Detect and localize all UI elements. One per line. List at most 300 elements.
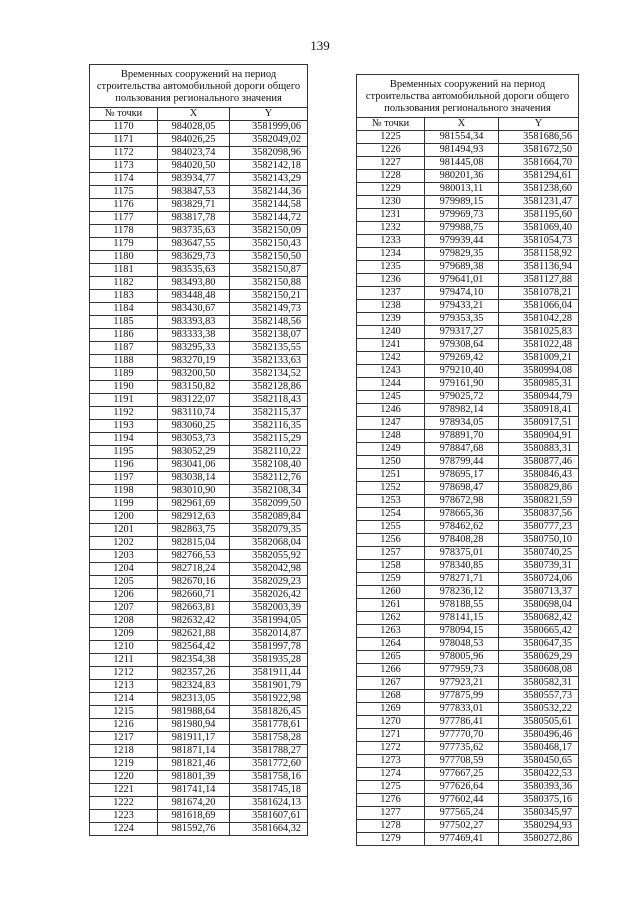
table-row [357, 274, 579, 287]
point-number-cell: 1186 [90, 329, 158, 342]
table-row [90, 628, 308, 641]
point-number-cell: 1210 [90, 641, 158, 654]
point-number-cell: 1244 [357, 378, 425, 391]
x-coordinate-cell: 978141,15 [425, 612, 499, 625]
y-coordinate-cell: 3582089,84 [230, 511, 308, 524]
x-coordinate-cell: 979161,90 [425, 378, 499, 391]
table-row [357, 196, 579, 209]
x-coordinate-cell: 983270,19 [158, 355, 230, 368]
x-coordinate-cell: 978048,53 [425, 638, 499, 651]
table-row [90, 537, 308, 550]
point-number-cell: 1274 [357, 768, 425, 781]
table-caption: Временных сооружений на период строительства автомобильной дороги общего пользования регионального значения [90, 65, 308, 108]
point-number-cell: 1171 [90, 134, 158, 147]
x-coordinate-cell: 982632,42 [158, 615, 230, 628]
point-number-cell: 1269 [357, 703, 425, 716]
x-coordinate-cell: 979433,21 [425, 300, 499, 313]
point-number-cell: 1279 [357, 833, 425, 846]
y-coordinate-cell: 3581066,04 [499, 300, 579, 313]
table-row [357, 820, 579, 833]
x-coordinate-cell: 983817,78 [158, 212, 230, 225]
table-row [357, 287, 579, 300]
x-coordinate-cell: 983060,25 [158, 420, 230, 433]
table-row [90, 160, 308, 173]
table-row [357, 248, 579, 261]
table-row [357, 651, 579, 664]
table-row [357, 833, 579, 846]
x-coordinate-cell: 982357,26 [158, 667, 230, 680]
point-number-cell: 1192 [90, 407, 158, 420]
point-number-cell: 1263 [357, 625, 425, 638]
x-coordinate-cell: 977565,24 [425, 807, 499, 820]
table-row [90, 225, 308, 238]
table-row [90, 732, 308, 745]
x-coordinate-cell: 983393,83 [158, 316, 230, 329]
y-coordinate-cell: 3580837,56 [499, 508, 579, 521]
table-row [90, 381, 308, 394]
y-coordinate-cell: 3580393,36 [499, 781, 579, 794]
point-number-cell: 1237 [357, 287, 425, 300]
point-number-cell: 1262 [357, 612, 425, 625]
table-row [90, 173, 308, 186]
x-coordinate-cell: 979269,42 [425, 352, 499, 365]
y-coordinate-cell: 3581778,61 [230, 719, 308, 732]
y-coordinate-cell: 3580272,86 [499, 833, 579, 846]
x-coordinate-cell: 983053,73 [158, 433, 230, 446]
x-coordinate-cell: 977833,01 [425, 703, 499, 716]
y-coordinate-cell: 3580682,42 [499, 612, 579, 625]
table-row [90, 277, 308, 290]
table-row [90, 771, 308, 784]
y-coordinate-cell: 3580608,08 [499, 664, 579, 677]
table-row [90, 511, 308, 524]
y-coordinate-cell: 3582144,72 [230, 212, 308, 225]
table-row [357, 144, 579, 157]
point-number-cell: 1178 [90, 225, 158, 238]
y-coordinate-cell: 3581999,06 [230, 121, 308, 134]
x-coordinate-cell: 981741,14 [158, 784, 230, 797]
point-number-cell: 1264 [357, 638, 425, 651]
table-row [90, 719, 308, 732]
point-number-cell: 1189 [90, 368, 158, 381]
x-coordinate-cell: 979829,35 [425, 248, 499, 261]
table-row [90, 134, 308, 147]
y-coordinate-cell: 3582068,04 [230, 537, 308, 550]
table-row [357, 560, 579, 573]
point-number-cell: 1230 [357, 196, 425, 209]
point-number-cell: 1251 [357, 469, 425, 482]
point-number-cell: 1183 [90, 290, 158, 303]
table-row [357, 534, 579, 547]
point-number-cell: 1240 [357, 326, 425, 339]
x-coordinate-cell: 977626,64 [425, 781, 499, 794]
point-number-cell: 1238 [357, 300, 425, 313]
point-number-cell: 1188 [90, 355, 158, 368]
x-coordinate-cell: 977923,21 [425, 677, 499, 690]
y-coordinate-cell: 3580532,22 [499, 703, 579, 716]
table-row [90, 472, 308, 485]
y-coordinate-cell: 3580917,51 [499, 417, 579, 430]
x-coordinate-cell: 981821,46 [158, 758, 230, 771]
y-coordinate-cell: 3581911,44 [230, 667, 308, 680]
y-coordinate-cell: 3582150,43 [230, 238, 308, 251]
x-coordinate-cell: 979474,10 [425, 287, 499, 300]
point-number-cell: 1276 [357, 794, 425, 807]
y-coordinate-cell: 3581025,83 [499, 326, 579, 339]
y-coordinate-cell: 3580647,35 [499, 638, 579, 651]
table-row [357, 638, 579, 651]
y-coordinate-cell: 3582115,37 [230, 407, 308, 420]
point-number-cell: 1214 [90, 693, 158, 706]
y-coordinate-cell: 3582118,43 [230, 394, 308, 407]
point-number-cell: 1185 [90, 316, 158, 329]
y-coordinate-cell: 3582098,96 [230, 147, 308, 160]
x-coordinate-cell: 981871,14 [158, 745, 230, 758]
x-coordinate-cell: 980201,36 [425, 170, 499, 183]
point-number-cell: 1179 [90, 238, 158, 251]
table-row [357, 261, 579, 274]
point-number-cell: 1252 [357, 482, 425, 495]
point-number-cell: 1205 [90, 576, 158, 589]
table-row [357, 183, 579, 196]
x-coordinate-cell: 982313,05 [158, 693, 230, 706]
x-coordinate-cell: 982660,71 [158, 589, 230, 602]
table-row [357, 573, 579, 586]
point-number-cell: 1194 [90, 433, 158, 446]
x-coordinate-cell: 979988,75 [425, 222, 499, 235]
x-coordinate-cell: 981554,34 [425, 131, 499, 144]
column-header-y: Y [230, 108, 308, 121]
x-coordinate-cell: 982961,69 [158, 498, 230, 511]
point-number-cell: 1226 [357, 144, 425, 157]
point-number-cell: 1271 [357, 729, 425, 742]
point-number-cell: 1223 [90, 810, 158, 823]
point-number-cell: 1200 [90, 511, 158, 524]
table-row [357, 599, 579, 612]
x-coordinate-cell: 981674,20 [158, 797, 230, 810]
table-row [357, 430, 579, 443]
y-coordinate-cell: 3580629,29 [499, 651, 579, 664]
table-row [90, 121, 308, 134]
point-number-cell: 1255 [357, 521, 425, 534]
point-number-cell: 1235 [357, 261, 425, 274]
y-coordinate-cell: 3581231,47 [499, 196, 579, 209]
point-number-cell: 1245 [357, 391, 425, 404]
table-row [357, 768, 579, 781]
point-number-cell: 1177 [90, 212, 158, 225]
x-coordinate-cell: 982766,53 [158, 550, 230, 563]
x-coordinate-cell: 977469,41 [425, 833, 499, 846]
x-coordinate-cell: 979353,35 [425, 313, 499, 326]
x-coordinate-cell: 983041,06 [158, 459, 230, 472]
x-coordinate-cell: 983647,55 [158, 238, 230, 251]
y-coordinate-cell: 3580821,59 [499, 495, 579, 508]
y-coordinate-cell: 3581078,21 [499, 287, 579, 300]
y-coordinate-cell: 3580582,31 [499, 677, 579, 690]
x-coordinate-cell: 979641,01 [425, 274, 499, 287]
y-coordinate-cell: 3581069,40 [499, 222, 579, 235]
point-number-cell: 1170 [90, 121, 158, 134]
y-coordinate-cell: 3582115,29 [230, 433, 308, 446]
x-coordinate-cell: 983430,67 [158, 303, 230, 316]
y-coordinate-cell: 3582133,63 [230, 355, 308, 368]
table-row [90, 342, 308, 355]
point-number-cell: 1256 [357, 534, 425, 547]
y-coordinate-cell: 3582144,36 [230, 186, 308, 199]
point-number-cell: 1231 [357, 209, 425, 222]
x-coordinate-cell: 983295,33 [158, 342, 230, 355]
y-coordinate-cell: 3580665,42 [499, 625, 579, 638]
x-coordinate-cell: 983629,73 [158, 251, 230, 264]
x-coordinate-cell: 979689,38 [425, 261, 499, 274]
table-row [90, 446, 308, 459]
y-coordinate-cell: 3581127,88 [499, 274, 579, 287]
point-number-cell: 1202 [90, 537, 158, 550]
table-row [90, 459, 308, 472]
point-number-cell: 1270 [357, 716, 425, 729]
y-coordinate-cell: 3580468,17 [499, 742, 579, 755]
point-number-cell: 1199 [90, 498, 158, 511]
table-row [90, 485, 308, 498]
y-coordinate-cell: 3582079,35 [230, 524, 308, 537]
y-coordinate-cell: 3581758,16 [230, 771, 308, 784]
point-number-cell: 1232 [357, 222, 425, 235]
y-coordinate-cell: 3580883,31 [499, 443, 579, 456]
x-coordinate-cell: 978934,05 [425, 417, 499, 430]
y-coordinate-cell: 3582003,39 [230, 602, 308, 615]
x-coordinate-cell: 984023,74 [158, 147, 230, 160]
point-number-cell: 1272 [357, 742, 425, 755]
table-row [357, 170, 579, 183]
y-coordinate-cell: 3580713,37 [499, 586, 579, 599]
table-row [357, 625, 579, 638]
y-coordinate-cell: 3581686,56 [499, 131, 579, 144]
table-row [357, 586, 579, 599]
x-coordinate-cell: 982324,83 [158, 680, 230, 693]
y-coordinate-cell: 3580375,16 [499, 794, 579, 807]
x-coordinate-cell: 979317,27 [425, 326, 499, 339]
point-number-cell: 1209 [90, 628, 158, 641]
y-coordinate-cell: 3580985,31 [499, 378, 579, 391]
x-coordinate-cell: 981592,76 [158, 823, 230, 836]
table-row [357, 729, 579, 742]
x-coordinate-cell: 984026,25 [158, 134, 230, 147]
table-row [90, 355, 308, 368]
y-coordinate-cell: 3582055,92 [230, 550, 308, 563]
point-number-cell: 1184 [90, 303, 158, 316]
y-coordinate-cell: 3580422,53 [499, 768, 579, 781]
y-coordinate-cell: 3580496,46 [499, 729, 579, 742]
y-coordinate-cell: 3580918,41 [499, 404, 579, 417]
y-coordinate-cell: 3581136,94 [499, 261, 579, 274]
table-row [357, 157, 579, 170]
y-coordinate-cell: 3580450,65 [499, 755, 579, 768]
x-coordinate-cell: 983038,14 [158, 472, 230, 485]
point-number-cell: 1267 [357, 677, 425, 690]
table-row [357, 222, 579, 235]
x-coordinate-cell: 982670,16 [158, 576, 230, 589]
x-coordinate-cell: 982863,75 [158, 524, 230, 537]
table-row [90, 602, 308, 615]
x-coordinate-cell: 981988,64 [158, 706, 230, 719]
table-row [357, 508, 579, 521]
x-coordinate-cell: 984020,50 [158, 160, 230, 173]
table-row [90, 654, 308, 667]
x-coordinate-cell: 978375,01 [425, 547, 499, 560]
table-row [357, 755, 579, 768]
table-row [90, 316, 308, 329]
table-row [357, 521, 579, 534]
table-row [357, 742, 579, 755]
table-row [357, 365, 579, 378]
x-coordinate-cell: 981618,69 [158, 810, 230, 823]
x-coordinate-cell: 977770,70 [425, 729, 499, 742]
x-coordinate-cell: 983110,74 [158, 407, 230, 420]
table-row [90, 433, 308, 446]
y-coordinate-cell: 3582150,87 [230, 264, 308, 277]
table-row [90, 303, 308, 316]
y-coordinate-cell: 3582110,22 [230, 446, 308, 459]
y-coordinate-cell: 3582138,07 [230, 329, 308, 342]
y-coordinate-cell: 3582148,56 [230, 316, 308, 329]
table-row [357, 352, 579, 365]
table-row [90, 641, 308, 654]
y-coordinate-cell: 3580345,97 [499, 807, 579, 820]
x-coordinate-cell: 981801,39 [158, 771, 230, 784]
column-header-point-number: № точки [357, 118, 425, 131]
table-row [90, 524, 308, 537]
y-coordinate-cell: 3581624,13 [230, 797, 308, 810]
x-coordinate-cell: 977602,44 [425, 794, 499, 807]
table-row [357, 313, 579, 326]
y-coordinate-cell: 3582150,50 [230, 251, 308, 264]
point-number-cell: 1227 [357, 157, 425, 170]
y-coordinate-cell: 3582099,50 [230, 498, 308, 511]
table-body [357, 131, 579, 846]
point-number-cell: 1260 [357, 586, 425, 599]
x-coordinate-cell: 983333,38 [158, 329, 230, 342]
column-header-y: Y [499, 118, 579, 131]
x-coordinate-cell: 982815,04 [158, 537, 230, 550]
y-coordinate-cell: 3581935,28 [230, 654, 308, 667]
y-coordinate-cell: 3581664,70 [499, 157, 579, 170]
table-row [90, 394, 308, 407]
y-coordinate-cell: 3581042,28 [499, 313, 579, 326]
x-coordinate-cell: 977735,62 [425, 742, 499, 755]
point-number-cell: 1275 [357, 781, 425, 794]
x-coordinate-cell: 978271,71 [425, 573, 499, 586]
y-coordinate-cell: 3580944,79 [499, 391, 579, 404]
y-coordinate-cell: 3581009,21 [499, 352, 579, 365]
table-row [90, 329, 308, 342]
point-number-cell: 1208 [90, 615, 158, 628]
y-coordinate-cell: 3582108,34 [230, 485, 308, 498]
point-number-cell: 1241 [357, 339, 425, 352]
point-number-cell: 1191 [90, 394, 158, 407]
table-row [357, 495, 579, 508]
point-number-cell: 1180 [90, 251, 158, 264]
x-coordinate-cell: 978982,14 [425, 404, 499, 417]
x-coordinate-cell: 978698,47 [425, 482, 499, 495]
table-row [90, 706, 308, 719]
x-coordinate-cell: 981911,17 [158, 732, 230, 745]
column-header-x: X [158, 108, 230, 121]
table-row [357, 690, 579, 703]
x-coordinate-cell: 978236,12 [425, 586, 499, 599]
table-row [90, 407, 308, 420]
table-row [357, 378, 579, 391]
x-coordinate-cell: 983010,90 [158, 485, 230, 498]
point-number-cell: 1218 [90, 745, 158, 758]
y-coordinate-cell: 3582150,88 [230, 277, 308, 290]
x-coordinate-cell: 980013,11 [425, 183, 499, 196]
y-coordinate-cell: 3581664,32 [230, 823, 308, 836]
table-row [90, 251, 308, 264]
point-number-cell: 1228 [357, 170, 425, 183]
x-coordinate-cell: 978340,85 [425, 560, 499, 573]
point-number-cell: 1181 [90, 264, 158, 277]
table-row [90, 823, 308, 836]
x-coordinate-cell: 977502,27 [425, 820, 499, 833]
table-row [90, 576, 308, 589]
y-coordinate-cell: 3581994,05 [230, 615, 308, 628]
y-coordinate-cell: 3581054,73 [499, 235, 579, 248]
point-number-cell: 1277 [357, 807, 425, 820]
point-number-cell: 1216 [90, 719, 158, 732]
point-number-cell: 1247 [357, 417, 425, 430]
y-coordinate-cell: 3582150,09 [230, 225, 308, 238]
table-row [90, 693, 308, 706]
x-coordinate-cell: 983150,82 [158, 381, 230, 394]
y-coordinate-cell: 3582116,35 [230, 420, 308, 433]
point-number-cell: 1236 [357, 274, 425, 287]
x-coordinate-cell: 982663,81 [158, 602, 230, 615]
point-number-cell: 1265 [357, 651, 425, 664]
point-number-cell: 1182 [90, 277, 158, 290]
point-number-cell: 1253 [357, 495, 425, 508]
table-row [357, 664, 579, 677]
table-row [90, 186, 308, 199]
point-number-cell: 1221 [90, 784, 158, 797]
point-number-cell: 1207 [90, 602, 158, 615]
table-row [90, 147, 308, 160]
table-row [357, 677, 579, 690]
point-number-cell: 1206 [90, 589, 158, 602]
x-coordinate-cell: 982621,88 [158, 628, 230, 641]
y-coordinate-cell: 3581672,50 [499, 144, 579, 157]
table-row [357, 417, 579, 430]
column-header-point-number: № точки [90, 108, 158, 121]
table-row [357, 716, 579, 729]
table-body [90, 121, 308, 836]
y-coordinate-cell: 3582108,40 [230, 459, 308, 472]
x-coordinate-cell: 982354,38 [158, 654, 230, 667]
table-row [357, 794, 579, 807]
y-coordinate-cell: 3580724,06 [499, 573, 579, 586]
point-number-cell: 1175 [90, 186, 158, 199]
point-number-cell: 1243 [357, 365, 425, 378]
point-number-cell: 1211 [90, 654, 158, 667]
table-row [357, 482, 579, 495]
table-row [357, 703, 579, 716]
x-coordinate-cell: 983493,80 [158, 277, 230, 290]
point-number-cell: 1249 [357, 443, 425, 456]
point-number-cell: 1172 [90, 147, 158, 160]
table-row [90, 290, 308, 303]
table-row [357, 209, 579, 222]
table-row [90, 498, 308, 511]
table-row [90, 368, 308, 381]
